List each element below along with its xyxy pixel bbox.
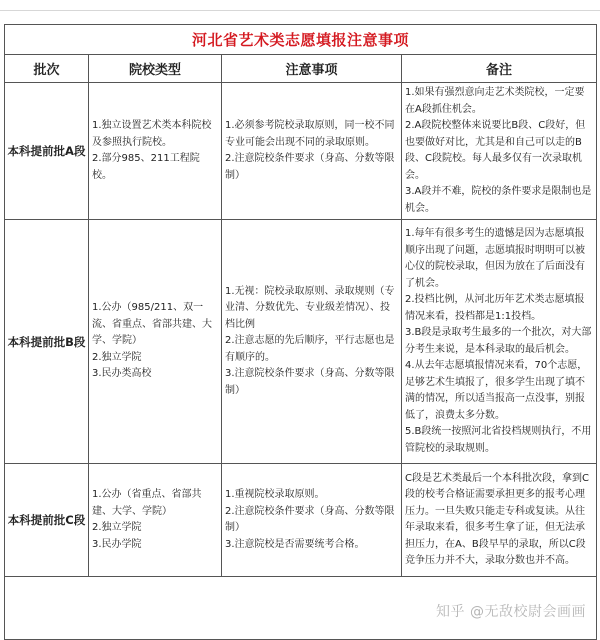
batch-cell: 本科提前批B段: [5, 220, 89, 464]
remark-item: 1.如果有强烈意向走艺术类院校，一定要在A段抓住机会。: [405, 87, 585, 115]
school-type-item: 1.公办（985/211、双一流、省重点、省部共建、大学、学院）: [92, 302, 212, 347]
remark-item: 4.从去年志愿填报情况来看，70个志愿，足够艺术生填报了，很多学生出现了填不满的情况，所以适当报高一点没事，别报低了，浪费太多分数。: [405, 360, 588, 421]
note-item: 1.重视院校录取原则。: [225, 489, 325, 500]
school-type-cell: [89, 220, 222, 464]
watermark: 知乎 @无敌校尉会画画: [436, 604, 586, 620]
remarks-cell: [402, 220, 597, 464]
notes-cell: [222, 220, 402, 464]
batch-cell: 本科提前批C段: [5, 464, 89, 577]
table-title: 河北省艺术类志愿填报注意事项: [5, 25, 597, 55]
table-row: [5, 464, 597, 577]
remarks-cell: [402, 464, 597, 577]
note-item: 1.必须参考院校录取原则，同一校不同专业可能会出现不同的录取原则。: [225, 120, 395, 148]
notes-cell: [222, 83, 402, 220]
school-type-item: 1.公办（省重点、省部共建、大学、学院）: [92, 489, 202, 517]
note-item: 2.注意院校条件要求（身高、分数等限制）: [225, 153, 395, 181]
note-item: 3.注意院校条件要求（身高、分数等限制）: [225, 368, 395, 396]
school-type-cell: [89, 464, 222, 577]
header-remarks: 备注: [402, 55, 597, 83]
remark-item: 3.B段是录取考生最多的一个批次，对大部分考生来说，是本科录取的最后机会。: [405, 327, 592, 355]
notes-cell: [222, 464, 402, 577]
remark-item: 2.A段院校整体来说要比B段、C段好，但也要做好对比，尤其是和自己可以走的B段、C段院校。每人最多仅有一次录取机会。: [405, 120, 586, 181]
sheet-top-strip: [0, 0, 600, 11]
header-school-type: 院校类型: [89, 55, 222, 83]
remark-item: 3.A段并不难，院校的条件要求是限制也是机会。: [405, 186, 592, 214]
header-notes: 注意事项: [222, 55, 402, 83]
school-type-item: 1.独立设置艺术类本科院校及参照执行院校。: [92, 120, 212, 148]
school-type-item: 2.独立学院: [92, 351, 142, 363]
table-row: [5, 220, 597, 464]
school-type-item: 2.部分985、211工程院校。: [92, 153, 200, 181]
school-type-cell: [89, 83, 222, 220]
remark-item: 2.投档比例，从河北历年艺术类志愿填报情况来看，投档都是1:1投档。: [405, 294, 585, 322]
note-item: 3.注意院校是否需要统考合格。: [225, 538, 365, 550]
remarks-cell: [402, 83, 597, 220]
note-item: 2.注意院校条件要求（身高、分数等限制）: [225, 505, 395, 533]
table-row: [5, 83, 597, 220]
remark-item: 5.B段统一按照河北省投档规则执行，不用管院校的录取规则。: [405, 426, 592, 454]
remark-item: C段是艺术类最后一个本科批次段，拿到C段的校考合格证需要承担更多的报考心理压力。一旦失败只能走专科或复读。从往年录取来看，很多考生拿了证，但无法承担压力，在A、B段早早的录取，所以C段竞争压力并不大，录取分数也并不高。: [405, 472, 589, 566]
school-type-item: 2.独立学院: [92, 522, 142, 533]
note-item: 1.无视：院校录取原则、录取规则（专业清、分数优先、专业级差情况）、投档比例: [225, 285, 395, 330]
batch-cell: 本科提前批A段: [5, 83, 89, 220]
school-type-item: 3.民办类高校: [92, 368, 152, 380]
school-type-item: 3.民办学院: [92, 538, 142, 550]
notes-table: [4, 24, 597, 640]
note-item: 2.注意志愿的先后顺序，平行志愿也是有顺序的。: [225, 335, 395, 363]
header-batch: 批次: [5, 55, 89, 83]
remark-item: 1.每年有很多考生的遗憾是因为志愿填报顺序出现了问题，志愿填报时明明可以被心仪的院校录取，但因为放在了后面没有了机会。: [405, 228, 585, 289]
